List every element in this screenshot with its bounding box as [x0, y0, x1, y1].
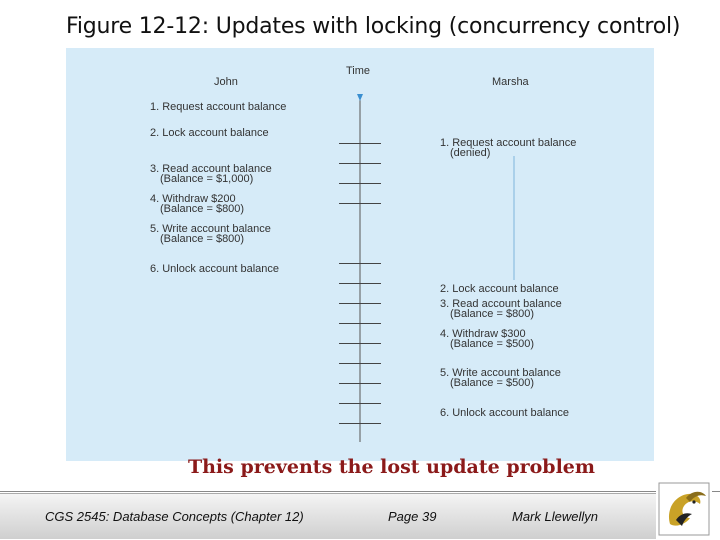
footer-page-number: Page 39: [388, 509, 437, 524]
footer-course: CGS 2545: Database Concepts (Chapter 12): [45, 509, 304, 524]
step-detail: (Balance = $800): [160, 233, 245, 245]
time-tick: [339, 303, 381, 304]
john-step-4: [150, 194, 244, 214]
time-tick: [339, 203, 381, 204]
time-tick: [339, 183, 381, 184]
time-arrow-icon: [357, 94, 363, 101]
step-text: 6. Unlock account balance: [150, 263, 280, 275]
time-tick: [339, 363, 381, 364]
step-text: 2. Lock account balance: [440, 283, 559, 295]
slide-title: Figure 12-12: Updates with locking (concurrency control): [66, 14, 681, 39]
john-step-6: [150, 264, 279, 274]
john-step-1: [150, 102, 286, 112]
marsha-step-1: [440, 138, 576, 158]
time-tick: [339, 163, 381, 164]
step-text: 2. Lock account balance: [150, 127, 269, 139]
time-tick: [339, 263, 381, 264]
ucf-pegasus-logo-icon: [656, 480, 712, 538]
step-detail: (Balance = $500): [450, 377, 535, 389]
time-tick: [339, 403, 381, 404]
john-step-5: [150, 224, 271, 244]
step-detail: (Balance = $800): [160, 203, 245, 215]
slide-caption: This prevents the lost update problem: [187, 456, 595, 478]
time-tick: [339, 143, 381, 144]
step-text: 4. Withdraw $300: [440, 328, 526, 340]
concurrency-diagram: [66, 48, 654, 461]
time-tick: [339, 323, 381, 324]
marsha-header: Marsha: [492, 76, 529, 88]
john-step-2: [150, 128, 269, 138]
step-text: 3. Read account balance: [150, 163, 272, 175]
marsha-step-5: [440, 368, 561, 388]
marsha-step-3: [440, 299, 562, 319]
step-text: 3. Read account balance: [440, 298, 562, 310]
john-step-3: [150, 164, 272, 184]
step-text: 1. Request account balance: [150, 101, 287, 113]
step-detail: (Balance = $800): [450, 308, 535, 320]
step-text: 1. Request account balance: [440, 137, 577, 149]
step-detail: (Balance = $500): [450, 338, 535, 350]
time-tick: [339, 423, 381, 424]
time-tick: [339, 343, 381, 344]
step-text: 4. Withdraw $200: [150, 193, 236, 205]
john-header: John: [214, 76, 238, 88]
footer-author: Mark Llewellyn: [512, 509, 598, 524]
step-text: 5. Write account balance: [440, 367, 561, 379]
step-text: 6. Unlock account balance: [440, 407, 570, 419]
step-detail: (Balance = $1,000): [160, 173, 254, 185]
marsha-step-4: [440, 329, 534, 349]
step-text: 5. Write account balance: [150, 223, 271, 235]
marsha-step-6: [440, 408, 569, 418]
marsha-step-2: [440, 284, 559, 294]
time-tick: [339, 283, 381, 284]
footer-divider: [0, 491, 720, 492]
time-tick: [339, 383, 381, 384]
step-detail: (denied): [450, 147, 491, 159]
slide-footer: [0, 493, 656, 539]
time-header: Time: [346, 65, 371, 77]
